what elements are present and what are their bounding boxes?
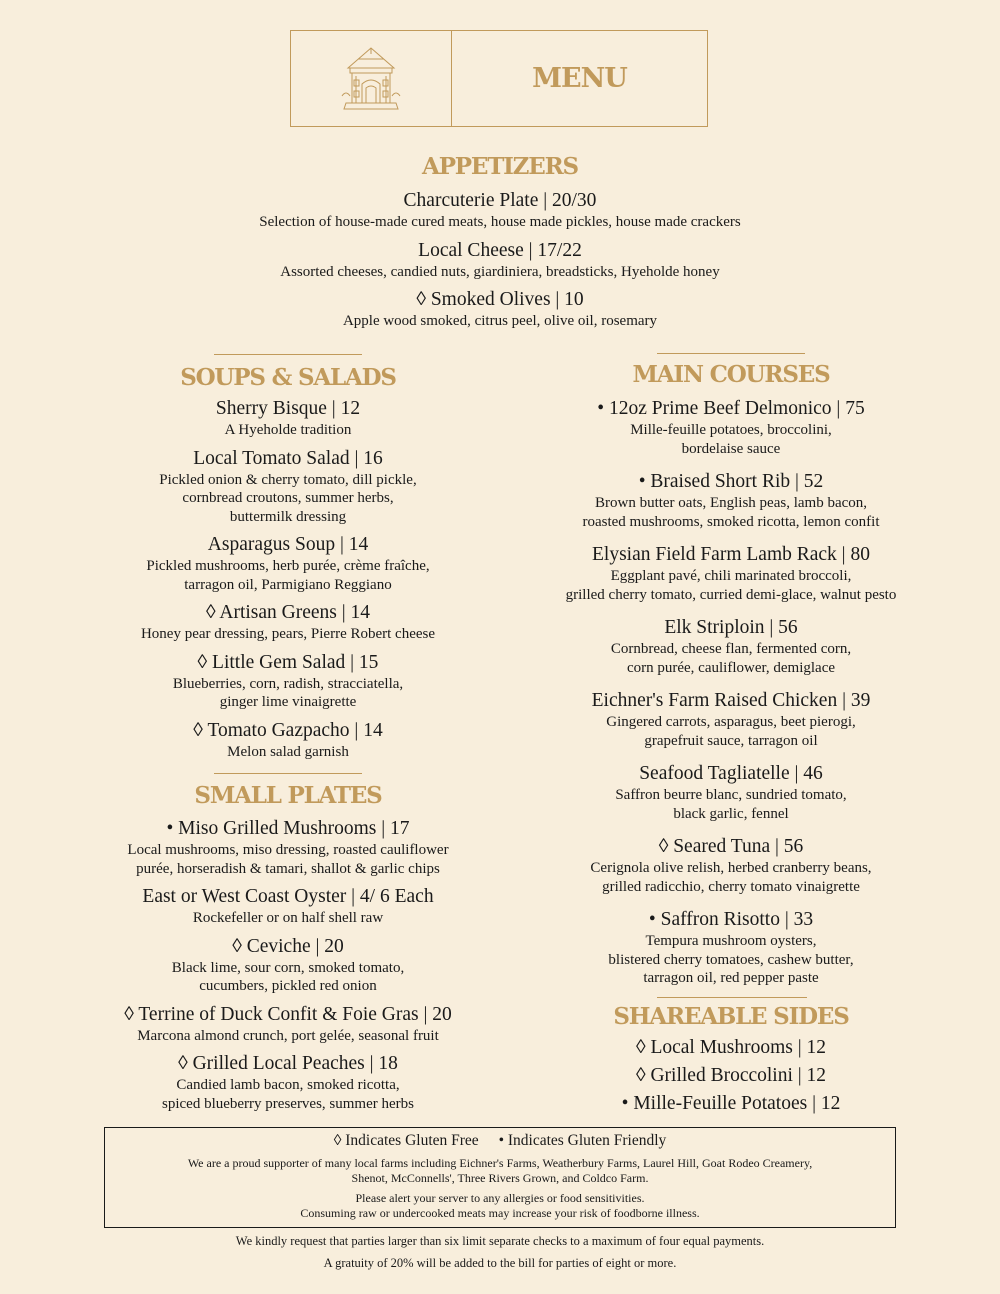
menu-item xyxy=(85,651,491,712)
allergy-note-line: Consuming raw or undercooked meats may increase your risk of foodborne illness. xyxy=(300,1205,700,1220)
main-courses-list xyxy=(510,397,952,1000)
item-description: Cerignola olive relish, herbed cranberry beans, xyxy=(590,860,872,876)
item-description: Blueberries, corn, radish, stracciatella, xyxy=(172,675,404,692)
menu-item xyxy=(510,470,952,531)
gratuity-policy: A gratuity of 20% will be added to the bill for parties of eight or more. xyxy=(323,1256,677,1270)
item-description: ginger lime vinaigrette xyxy=(219,694,357,710)
item-description: Selection of house-made cured meats, house made pickles, house made crackers xyxy=(259,214,741,230)
menu-item xyxy=(0,239,1000,282)
farms-note-line: We are a proud supporter of many local farms including Eichner's Farms, Weatherbury Farms, Laurel Hill, Goat Rodeo Creamery, xyxy=(187,1156,813,1170)
item-description: cornbread croutons, summer herbs, xyxy=(182,490,394,506)
menu-item xyxy=(85,935,491,996)
item-description: spiced blueberry preserves, summer herbs xyxy=(162,1095,414,1112)
item-description: blistered cherry tomatoes, cashew butter, xyxy=(608,951,854,968)
allergy-note-line: Please alert your server to any allergies or food sensitivities. xyxy=(355,1191,645,1205)
item-description: grilled cherry tomato, curried demi-glace, walnut pesto xyxy=(565,586,897,603)
menu-item xyxy=(85,719,491,762)
soups-salads-title: SOUPS & SALADS xyxy=(180,364,396,391)
menu-item xyxy=(510,1036,952,1060)
gazebo-icon xyxy=(340,46,402,112)
item-description: Mille-feuille potatoes, broccolini, xyxy=(630,422,832,438)
menu-item xyxy=(85,397,491,440)
menu-item xyxy=(85,885,491,928)
item-name: ◊ Smoked Olives | 10 xyxy=(416,289,584,310)
item-name: Local Tomato Salad | 16 xyxy=(193,447,383,469)
item-description: Black lime, sour corn, smoked tomato, xyxy=(171,959,405,976)
item-description: grapefruit sauce, tarragon oil xyxy=(644,732,818,749)
appetizers-title: APPETIZERS xyxy=(422,153,578,180)
item-description: Eggplant pavé, chili marinated broccoli, xyxy=(610,568,852,584)
item-name: ◊ Local Mushrooms | 12 xyxy=(635,1037,827,1058)
item-description: black garlic, fennel xyxy=(673,805,789,822)
item-description: purée, horseradish & tamari, shallot & garlic chips xyxy=(136,860,440,877)
item-description: corn purée, cauliflower, demiglace xyxy=(626,659,836,676)
item-description: Local mushrooms, miso dressing, roasted cauliflower xyxy=(127,842,449,858)
item-name: ◊ Grilled Broccolini | 12 xyxy=(635,1065,827,1086)
notes-box xyxy=(104,1127,896,1228)
gluten-free-legend: ◊ Indicates Gluten Free xyxy=(333,1132,479,1149)
item-name: ◊ Grilled Local Peaches | 18 xyxy=(178,1053,398,1074)
item-name: Eichner's Farm Raised Chicken | 39 xyxy=(591,690,871,711)
item-name: • Saffron Risotto | 33 xyxy=(648,909,814,930)
menu-item xyxy=(510,1092,952,1116)
item-description: Apple wood smoked, citrus peel, olive oil, rosemary xyxy=(342,313,658,329)
item-name: Seafood Tagliatelle | 46 xyxy=(639,763,823,784)
item-name: Elk Striploin | 56 xyxy=(664,617,798,638)
item-name: ◊ Little Gem Salad | 15 xyxy=(197,651,379,673)
small-plates-title: SMALL PLATES xyxy=(194,782,382,809)
item-name: East or West Coast Oyster | 4/ 6 Each xyxy=(142,886,434,907)
item-description: tarragon oil, red pepper paste xyxy=(643,970,819,986)
item-description: buttermilk dressing xyxy=(229,508,347,525)
menu-item xyxy=(85,601,491,644)
item-description: Assorted cheeses, candied nuts, giardiniera, breadsticks, Hyeholde honey xyxy=(280,263,720,280)
logo xyxy=(291,31,452,126)
item-name: Local Cheese | 17/22 xyxy=(418,239,582,261)
item-name: Charcuterie Plate | 20/30 xyxy=(403,190,597,211)
shareable-sides-list xyxy=(510,1036,952,1120)
menu-header xyxy=(290,30,708,127)
appetizers-list xyxy=(0,189,1000,338)
item-description: Marcona almond crunch, port gelée, seasonal fruit xyxy=(137,1027,439,1044)
menu-item xyxy=(85,1003,491,1046)
divider xyxy=(657,997,807,998)
farms-note-line: Shenot, McConnells', Three Rivers Grown, and Coldco Farm. xyxy=(351,1170,649,1185)
menu-item xyxy=(0,189,1000,232)
item-name: • Braised Short Rib | 52 xyxy=(638,471,824,492)
menu-item xyxy=(510,762,952,823)
shareable-sides-title: SHAREABLE SIDES xyxy=(613,1003,849,1030)
item-description: A Hyeholde tradition xyxy=(224,422,352,438)
item-description: Saffron beurre blanc, sundried tomato, xyxy=(615,787,847,803)
menu-item xyxy=(510,908,952,988)
menu-item xyxy=(85,817,491,878)
item-description: Gingered carrots, asparagus, beet pierogi, xyxy=(606,714,856,730)
legend xyxy=(105,1131,895,1151)
item-name: • 12oz Prime Beef Delmonico | 75 xyxy=(597,398,865,419)
item-description: grilled radicchio, cherry tomato vinaigrette xyxy=(602,878,860,895)
item-description: Rockefeller or on half shell raw xyxy=(192,910,384,926)
menu-item xyxy=(85,1052,491,1113)
split-check-policy: We kindly request that parties larger than six limit separate checks to a maximum of four equal payments. xyxy=(235,1234,765,1248)
item-name: Asparagus Soup | 14 xyxy=(207,534,369,555)
item-description: Brown butter oats, English peas, lamb bacon, xyxy=(594,495,868,511)
menu-item xyxy=(510,689,952,750)
menu-item xyxy=(510,397,952,458)
menu-item xyxy=(510,835,952,896)
item-name: ◊ Ceviche | 20 xyxy=(232,935,344,957)
gluten-friendly-legend: • Indicates Gluten Friendly xyxy=(498,1132,667,1149)
menu-item xyxy=(85,447,491,527)
item-description: Pickled mushrooms, herb purée, crème fraîche, xyxy=(146,558,430,574)
allergy-note xyxy=(105,1191,895,1220)
item-description: bordelaise sauce xyxy=(681,440,781,457)
menu-item xyxy=(0,288,1000,331)
item-name: • Mille-Feuille Potatoes | 12 xyxy=(621,1093,841,1114)
item-name: Elysian Field Farm Lamb Rack | 80 xyxy=(592,544,870,565)
divider xyxy=(214,773,362,774)
menu-item xyxy=(85,533,491,594)
item-name: ◊ Seared Tuna | 56 xyxy=(658,836,804,857)
menu-item xyxy=(510,543,952,604)
item-description: Candied lamb bacon, smoked ricotta, xyxy=(176,1077,400,1093)
item-description: Cornbread, cheese flan, fermented corn, xyxy=(610,641,852,657)
item-name: ◊ Tomato Gazpacho | 14 xyxy=(193,719,383,741)
item-description: Pickled onion & cherry tomato, dill pickle, xyxy=(159,471,417,488)
divider xyxy=(657,353,805,354)
item-description: tarragon oil, Parmigiano Reggiano xyxy=(184,576,392,593)
soups-salads-list xyxy=(85,397,491,768)
item-description: Honey pear dressing, pears, Pierre Robert cheese xyxy=(140,626,436,642)
item-description: Melon salad garnish xyxy=(227,743,349,760)
item-description: Tempura mushroom oysters, xyxy=(645,933,817,949)
item-name: Sherry Bisque | 12 xyxy=(215,398,361,419)
small-plates-list xyxy=(85,817,491,1120)
item-name: ◊ Artisan Greens | 14 xyxy=(205,602,371,623)
item-name: ◊ Terrine of Duck Confit & Foie Gras | 20 xyxy=(124,1003,452,1025)
menu-item xyxy=(510,1064,952,1088)
item-name: • Miso Grilled Mushrooms | 17 xyxy=(166,818,410,839)
item-description: cucumbers, pickled red onion xyxy=(199,978,377,994)
divider xyxy=(214,354,362,355)
farms-note xyxy=(105,1156,895,1185)
menu-item xyxy=(510,616,952,677)
item-description: roasted mushrooms, smoked ricotta, lemon confit xyxy=(582,513,880,530)
main-courses-title: MAIN COURSES xyxy=(632,361,830,388)
menu-title: MENU xyxy=(532,63,627,94)
